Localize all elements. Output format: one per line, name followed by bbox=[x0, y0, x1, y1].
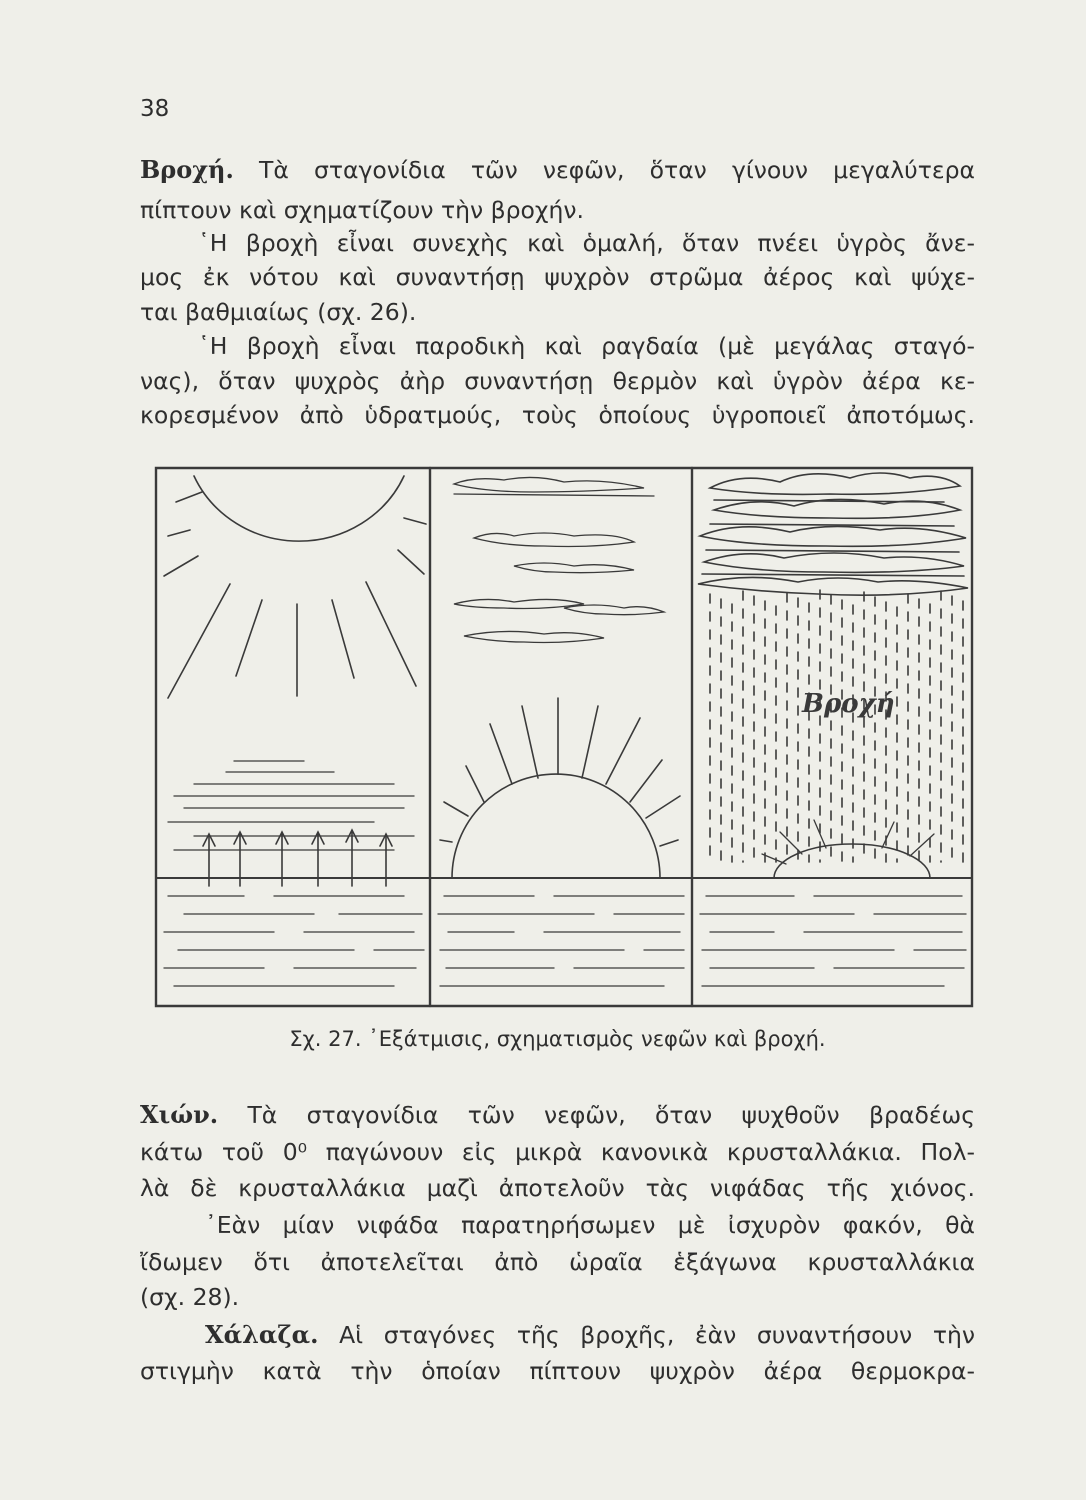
hail-heading: Χάλαζα. bbox=[205, 1320, 319, 1349]
hail-line-2: στιγμὴν κατὰ τὴν ὁποίαν πίπτουν ψυχρὸν ἀέρα θερμοκρα- bbox=[140, 1357, 975, 1385]
hail-line-1 bbox=[205, 1320, 975, 1350]
rain-label: Βροχή bbox=[802, 689, 895, 719]
panel-evaporation bbox=[156, 476, 430, 986]
snow-line-1-text: Τὰ σταγονίδια τῶν νεφῶν, ὅταν ψυχθοῦν βραδέως bbox=[218, 1101, 975, 1129]
sunrise-icon bbox=[452, 774, 660, 878]
rain-line-7: νας), ὅταν ψυχρὸς ἀὴρ συναντήσῃ θερμὸν καὶ ὑγρὸν ἀέρα κε- bbox=[140, 367, 975, 395]
rain-line-5: ται βαθμιαίως (σχ. 26). bbox=[140, 298, 417, 326]
vapor-lines bbox=[168, 761, 414, 850]
figure-27-illustration bbox=[154, 466, 974, 1011]
snow-line-3: λὰ δὲ κρυσταλλάκια μαζὶ ἀποτελοῦν τὰς νιφάδας τῆς χιόνος. bbox=[140, 1174, 975, 1202]
sun-rays bbox=[164, 492, 426, 698]
rain-line-3: ῾Η βροχὴ εἶναι συνεχὴς καὶ ὁμαλή, ὅταν πνέει ὑγρὸς ἄνε- bbox=[198, 229, 975, 257]
rain-line-1 bbox=[140, 155, 975, 185]
rain-line-1-text: Τὰ σταγονίδια τῶν νεφῶν, ὅταν γίνουν μεγαλύτερα bbox=[233, 156, 975, 184]
setting-sun-rays bbox=[762, 820, 934, 864]
cloud-icon bbox=[454, 477, 664, 642]
page-number: 38 bbox=[140, 96, 170, 122]
panel-cloud-formation bbox=[430, 477, 692, 986]
sea-lines-2 bbox=[438, 896, 684, 986]
figure-caption: Σχ. 27. ᾿Εξάτμισις, σχηματισμὸς νεφῶν καὶ βροχή. bbox=[289, 1027, 826, 1051]
rain-heading: Βροχή. bbox=[140, 155, 234, 184]
panel-rain bbox=[692, 473, 972, 986]
snow-line-2: κάτω τοῦ 0⁰ παγώνουν εἰς μικρὰ κανονικὰ κρυσταλλάκια. Πολ- bbox=[140, 1138, 975, 1166]
rain-line-8: κορεσμένον ἀπὸ ὑδρατμούς, τοὺς ὁποίους ὑγροποιεῖ ἀποτόμως. bbox=[140, 401, 975, 429]
snow-line-1 bbox=[140, 1100, 975, 1130]
snow-line-5: ἴδωμεν ὅτι ἀποτελεῖται ἀπὸ ὡραῖα ἑξάγωνα κρυσταλλάκια bbox=[140, 1248, 975, 1276]
storm-cloud-icon bbox=[698, 473, 968, 595]
sun-half-icon bbox=[194, 476, 404, 541]
sea-lines-1 bbox=[164, 896, 424, 986]
rain-line-6: ῾Η βροχὴ εἶναι παροδικὴ καὶ ραγδαία (μὲ μεγάλας σταγό- bbox=[198, 332, 975, 360]
rain-streaks bbox=[710, 590, 963, 862]
rain-line-2: πίπτουν καὶ σχηματίζουν τὴν βροχήν. bbox=[140, 196, 584, 224]
rain-line-4: μος ἐκ νότου καὶ συναντήσῃ ψυχρὸν στρῶμα ἀέρος καὶ ψύχε- bbox=[140, 263, 975, 291]
snow-line-6: (σχ. 28). bbox=[140, 1283, 240, 1311]
sea-lines-3 bbox=[700, 896, 966, 986]
figure-frame bbox=[156, 468, 972, 1006]
snow-heading: Χιών. bbox=[140, 1100, 219, 1129]
snow-line-4: ᾿Εὰν μίαν νιφάδα παρατηρήσωμεν μὲ ἰσχυρὸν φακόν, θὰ bbox=[205, 1211, 975, 1239]
hail-line-1-text: Αἱ σταγόνες τῆς βροχῆς, ἐὰν συναντήσουν τὴν bbox=[318, 1321, 975, 1349]
